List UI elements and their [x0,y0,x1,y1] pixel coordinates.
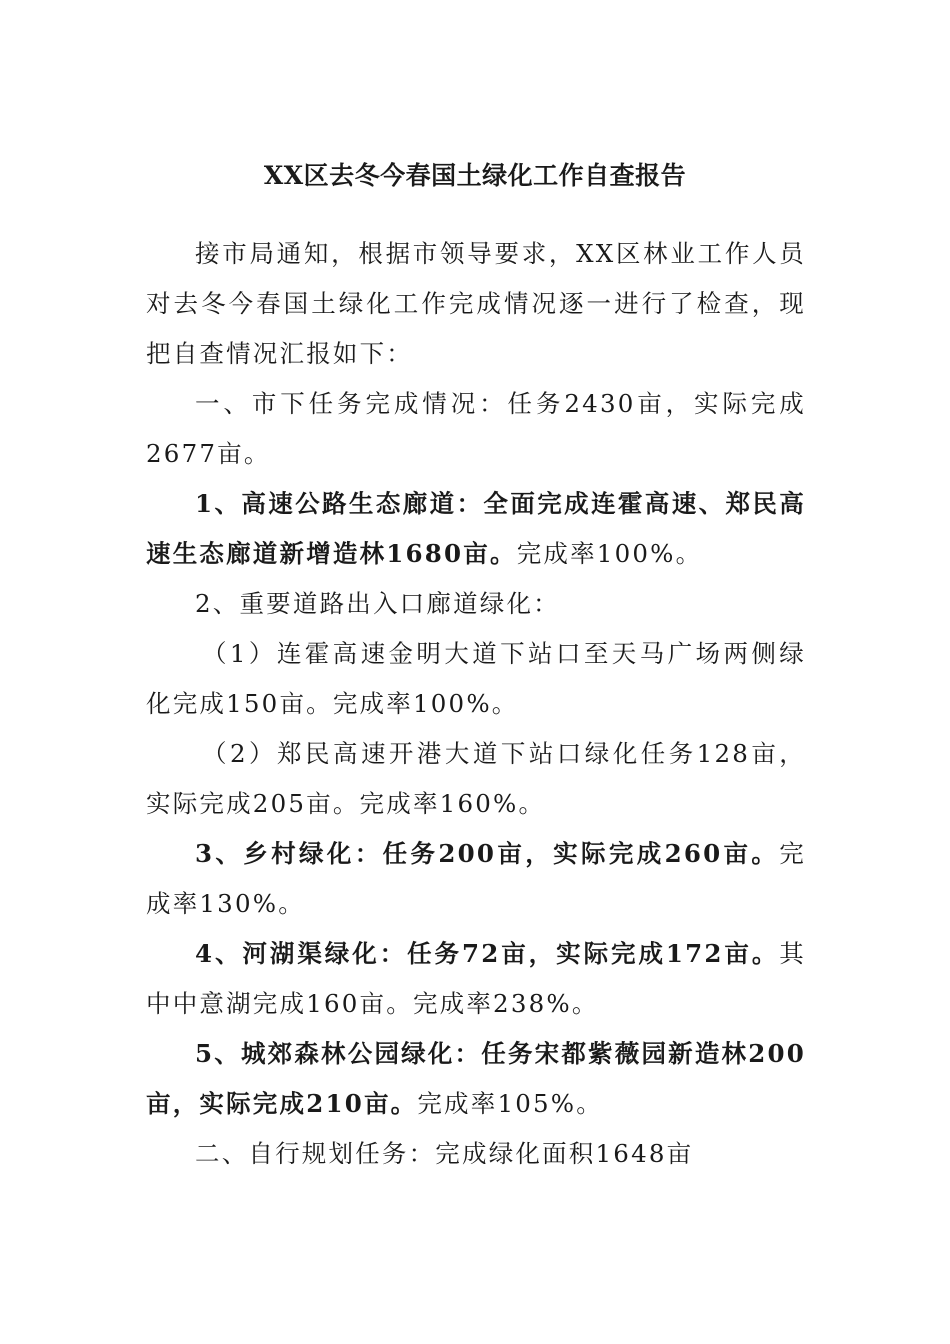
item-2-heading: 2、重要道路出入口廊道绿化： [195,589,560,618]
item-2-sub-2: （2）郑民高速开港大道下站口绿化任务128亩，实际完成205亩。完成率160%。 [146,739,806,818]
item-1-rate-text: 完成率100%。 [516,539,703,568]
item-4-bold-text: 4、河湖渠绿化：任务72亩，实际完成172亩。 [195,939,780,968]
item-1-bold-text: 1、高速公路生态廊道：全面完成连霍高速、郑民高速生态廊道新增造林1680亩。 [146,489,806,568]
item-4-paragraph [146,929,806,1029]
item-5-paragraph [146,1029,806,1129]
item-3-rate-text: 完成率130%。 [146,839,806,918]
item-3-bold-text: 3、乡村绿化：任务200亩，实际完成260亩。 [195,839,780,868]
item-3-paragraph [146,829,806,929]
item-5-rate-text: 完成率105%。 [417,1089,603,1118]
document-title: XX区去冬今春国土绿化工作自查报告 [263,161,687,190]
item-1-paragraph [146,479,806,579]
intro-paragraph: 接市局通知，根据市领导要求，XX区林业工作人员对去冬今春国土绿化工作完成情况逐一进行了检查，现把自查情况汇报如下： [146,239,806,368]
item-2-sub-1: （1）连霍高速金明大道下站口至天马广场两侧绿化完成150亩。完成率100%。 [146,639,806,718]
item-4-rate-text: 其中中意湖完成160亩。完成率238%。 [146,939,806,1018]
document-body [146,229,806,1179]
section-2-heading: 二、自行规划任务：完成绿化面积1648亩 [195,1139,694,1168]
section-1-heading: 一、市下任务完成情况：任务2430亩，实际完成2677亩。 [146,389,806,468]
item-5-bold-text: 5、城郊森林公园绿化：任务宋都紫薇园新造林200亩，实际完成210亩。 [146,1039,806,1118]
